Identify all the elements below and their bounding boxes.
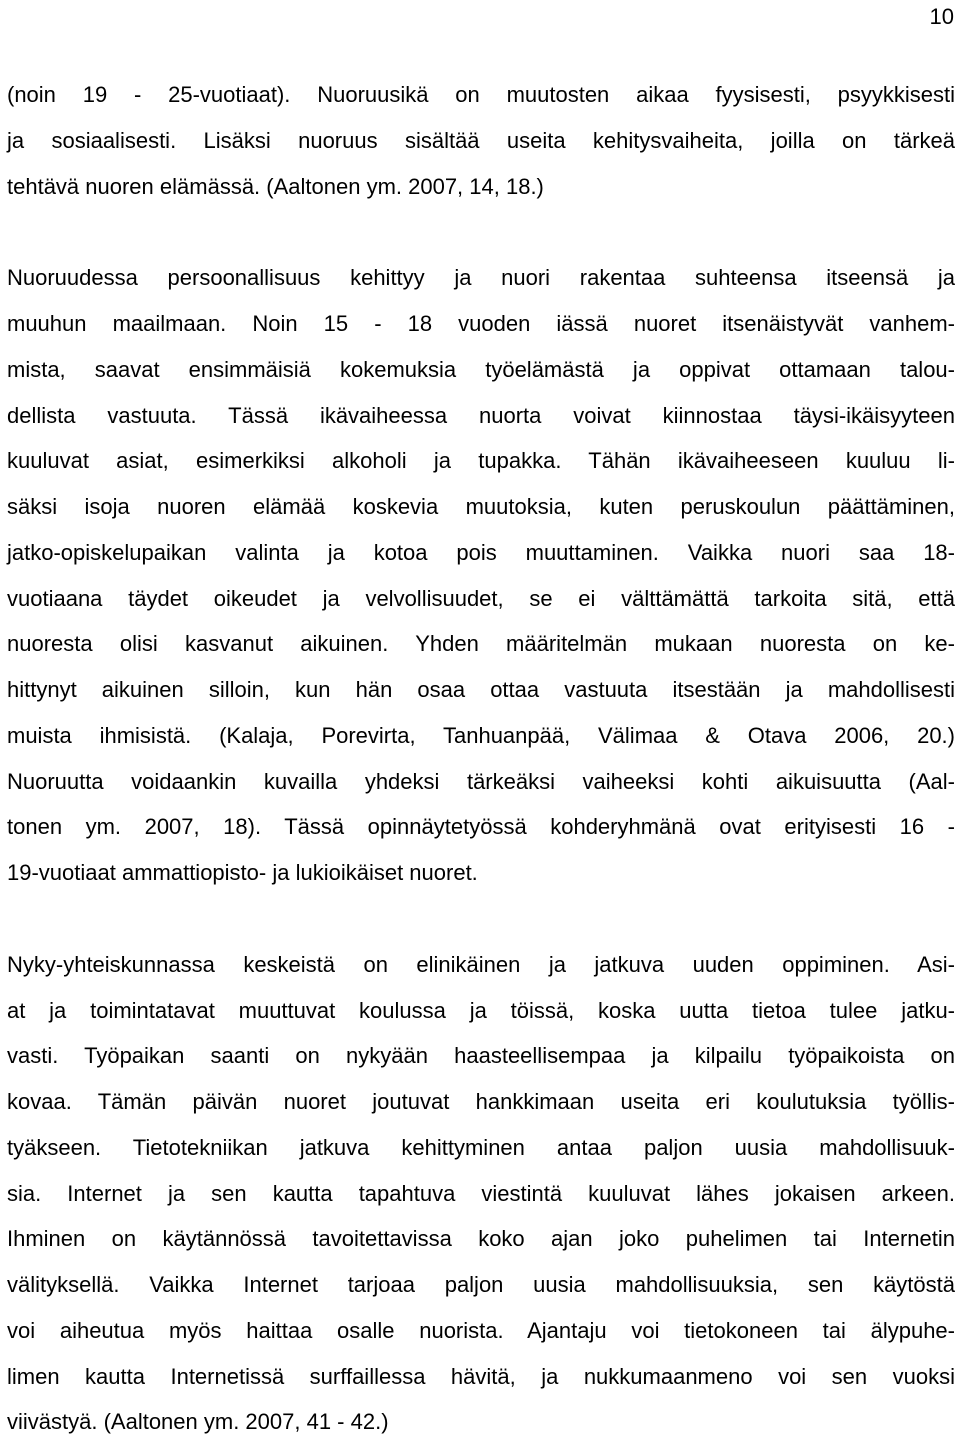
text-line: limen kautta Internetissä surffaillessa hävitä, ja nukkumaanmeno voi sen vuoksi — [7, 1363, 955, 1389]
text-line: vuotiaana täydet oikeudet ja velvollisuudet, se ei välttämättä tarkoita sitä, että — [7, 585, 955, 611]
text-line: kuuluvat asiat, esimerkiksi alkoholi ja tupakka. Tähän ikävaiheeseen kuuluu li- — [7, 448, 955, 474]
text-line: ja sosiaalisesti. Lisäksi nuoruus sisältää useita kehitysvaiheita, joilla on tärkeä — [7, 127, 955, 153]
text-line: muuhun maailmaan. Noin 15 - 18 vuoden iässä nuoret itsenäistyvät vanhem- — [7, 311, 955, 336]
text-line: mista, saavat ensimmäisiä kokemuksia työelämästä ja oppivat ottamaan talou- — [7, 356, 955, 382]
text-line: kovaa. Tämän päivän nuoret joutuvat hankkimaan useita eri koulutuksia työllis- — [7, 1089, 955, 1114]
text-line: välityksellä. Vaikka Internet tarjoaa paljon uusia mahdollisuuksia, sen käytöstä — [7, 1272, 955, 1297]
text-line: voi aiheutua myös haittaa osalle nuorista. Ajantaju voi tietokoneen tai älypuhe- — [7, 1317, 955, 1343]
text-line: viivästyä. (Aaltonen ym. 2007, 41 - 42.) — [7, 1409, 389, 1435]
text-line: säksi isoja nuoren elämää koskevia muutoksia, kuten peruskoulun päättäminen, — [7, 494, 955, 519]
page-number: 10 — [929, 4, 954, 29]
text-line: Nuoruutta voidaankin kuvailla yhdeksi tärkeäksi vaiheeksi kohti aikuisuutta (Aal- — [7, 768, 955, 794]
text-line: Ihminen on käytännössä tavoitettavissa koko ajan joko puhelimen tai Internetin — [7, 1226, 955, 1252]
text-line: hittynyt aikuinen silloin, kun hän osaa ottaa vastuuta itsestään ja mahdollisesti — [7, 677, 955, 702]
text-line: 19-vuotiaat ammattiopisto- ja lukioikäiset nuoret. — [7, 860, 478, 885]
text-line: dellista vastuuta. Tässä ikävaiheessa nuorta voivat kiinnostaa täysi-ikäisyyteen — [7, 402, 955, 428]
text-line: Nuoruudessa persoonallisuus kehittyy ja nuori rakentaa suhteensa itseensä ja — [7, 265, 955, 291]
text-line: tyäkseen. Tietotekniikan jatkuva kehittyminen antaa paljon uusia mahdollisuuk- — [7, 1134, 955, 1160]
text-line: nuoresta olisi kasvanut aikuinen. Yhden määritelmän mukaan nuoresta on ke- — [7, 631, 955, 657]
text-line: tonen ym. 2007, 18). Tässä opinnäytetyössä kohderyhmänä ovat erityisesti 16 - — [7, 814, 955, 840]
text-line: tehtävä nuoren elämässä. (Aaltonen ym. 2007, 14, 18.) — [7, 173, 544, 199]
text-line: sia. Internet ja sen kautta tapahtuva viestintä kuuluvat lähes jokaisen arkeen. — [7, 1180, 955, 1206]
text-line: Nyky-yhteiskunnassa keskeistä on elinikäinen ja jatkuva uuden oppiminen. Asi- — [7, 951, 955, 977]
text-line: vasti. Työpaikan saanti on nykyään haasteellisempaa ja kilpailu työpaikoista on — [7, 1043, 955, 1069]
text-line: at ja toimintatavat muuttuvat koulussa ja töissä, koska uutta tietoa tulee jatku- — [7, 997, 955, 1023]
text-line: muista ihmisistä. (Kalaja, Porevirta, Tanhuanpää, Välimaa & Otava 2006, 20.) — [7, 722, 955, 748]
text-line: jatko-opiskelupaikan valinta ja kotoa pois muuttaminen. Vaikka nuori saa 18- — [7, 539, 955, 565]
text-line: (noin 19 - 25-vuotiaat). Nuoruusikä on muutosten aikaa fyysisesti, psyykkisesti — [7, 82, 955, 107]
